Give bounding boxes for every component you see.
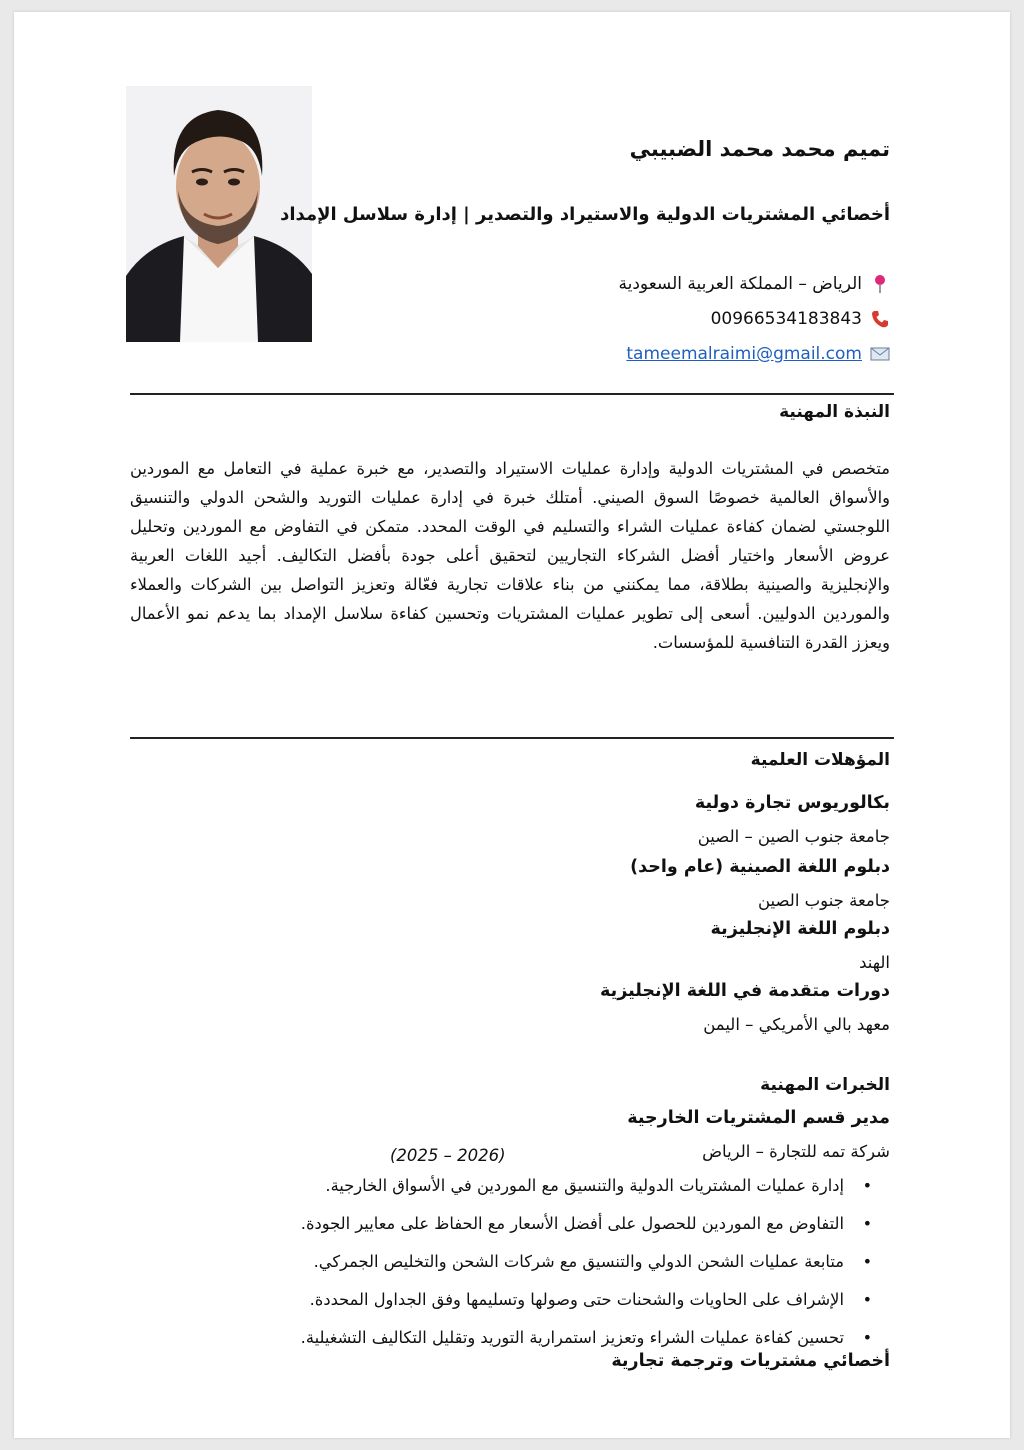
education-degree: دورات متقدمة في اللغة الإنجليزية (600, 981, 890, 1001)
education-institution: جامعة جنوب الصين – الصين (697, 827, 890, 846)
job-role: أخصائي مشتريات وترجمة تجارية (611, 1351, 890, 1371)
summary-heading: النبذة المهنية (779, 402, 890, 422)
list-item: • الإشراف على الحاويات والشحنات حتى وصولها وتسليمها وفق الجداول المحددة. (301, 1286, 876, 1324)
education-heading: المؤهلات العلمية (750, 750, 890, 770)
email-link[interactable]: tameemalraimi@gmail.com (626, 344, 862, 364)
divider (130, 393, 894, 395)
list-item: • التفاوض مع الموردين للحصول على أفضل الأسعار مع الحفاظ على معايير الجودة. (301, 1210, 876, 1248)
education-institution: الهند (859, 953, 890, 972)
job-period: (2025 – 2026) (390, 1146, 506, 1165)
experience-heading: الخبرات المهنية (760, 1075, 890, 1095)
location-text: الرياض – المملكة العربية السعودية (618, 274, 862, 294)
education-institution: جامعة جنوب الصين (757, 891, 890, 910)
education-degree: دبلوم اللغة الصينية (عام واحد) (630, 857, 890, 877)
education-institution: معهد بالي الأمريكي – اليمن (703, 1015, 890, 1034)
pin-icon (870, 274, 890, 294)
education-degree: بكالوريوس تجارة دولية (694, 793, 890, 813)
job-duties (301, 1172, 876, 1362)
email-icon (870, 344, 890, 364)
contact-location (619, 274, 890, 294)
phone-icon (870, 309, 890, 329)
list-item: • متابعة عمليات الشحن الدولي والتنسيق مع شركات الشحن والتخليص الجمركي. (301, 1248, 876, 1286)
divider (130, 737, 894, 739)
phone-number[interactable]: 00966534183843 (710, 309, 862, 329)
list-item: • تحسين كفاءة عمليات الشراء وتعزيز استمرارية التوريد وتقليل التكاليف التشغيلية. (301, 1324, 876, 1362)
summary-text: متخصص في المشتريات الدولية وإدارة عمليات الاستيراد والتصدير، مع خبرة عملية في التعامل مع الموردين والأسواق العالمية خصوصًا السوق الصيني. أمتلك خبرة في إدارة عمليات التوريد والشحن الدولي والتنسيق اللوجستي لضمان كفاءة عمليات الشراء والتسليم في الوقت المحدد. متمكن في التفاوض مع الموردين وتحليل عروض الأسعار واختيار أفضل الشركاء التجاريين لتحقيق أعلى جودة بأفضل التكاليف. أجيد اللغات العربية والإنجليزية والصينية بطلاقة، مما يمكنني من بناء علاقات تجارية فعّالة وتعزيز التواصل بين الشركات والعملاء والموردين الدوليين. أسعى إلى تطوير عمليات المشتريات وتحسين كفاءة سلاسل الإمداد بما يدعم نمو الأعمال ويعزز القدرة التنافسية للمؤسسات. (130, 459, 890, 652)
candidate-name: تميم محمد محمد الضبيبي (629, 137, 890, 161)
list-item: • إدارة عمليات المشتريات الدولية والتنسيق مع الموردين في الأسواق الخارجية. (301, 1172, 876, 1210)
education-degree: دبلوم اللغة الإنجليزية (710, 919, 890, 939)
job-company: شركة تمه للتجارة – الرياض (702, 1142, 890, 1161)
contact-phone (711, 309, 890, 329)
contact-email (626, 344, 890, 364)
cv-page (14, 12, 1010, 1438)
job-role: مدير قسم المشتريات الخارجية (627, 1108, 890, 1128)
candidate-title: أخصائي المشتريات الدولية والاستيراد والتصدير | إدارة سلاسل الإمداد (280, 204, 890, 225)
